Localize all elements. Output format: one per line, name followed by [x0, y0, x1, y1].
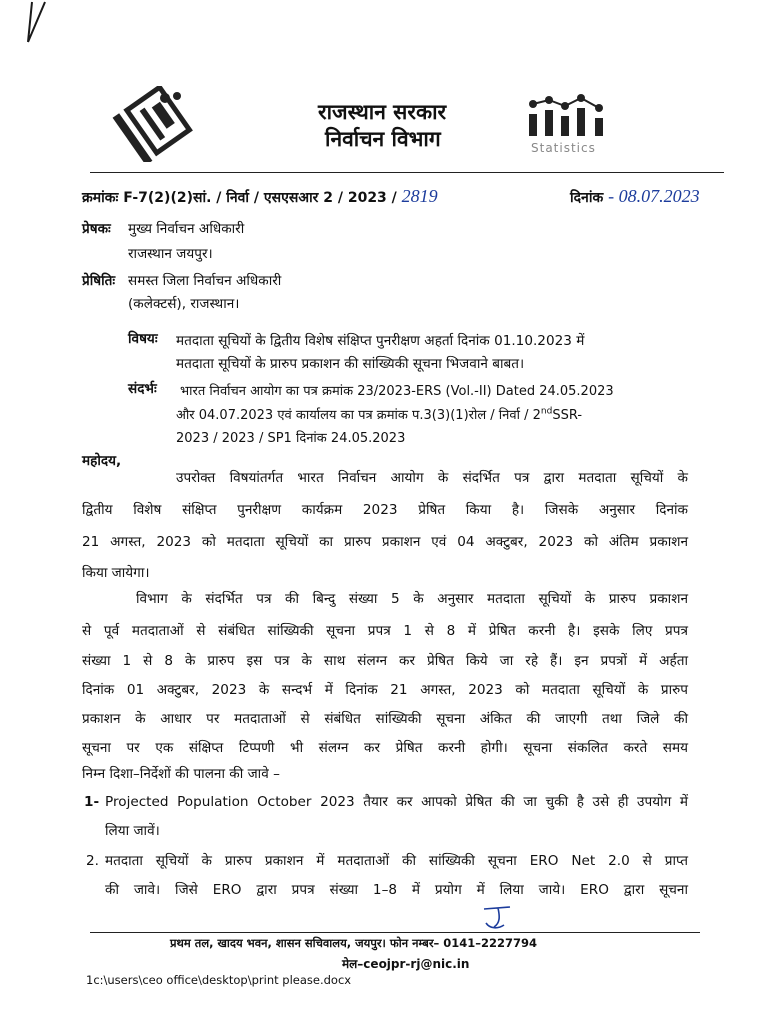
subject-label: विषयः	[128, 331, 158, 347]
footer-divider	[90, 932, 700, 933]
sender-label: प्रेषकः	[82, 221, 111, 237]
paragraph-2-line-4: दिनांक 01 अक्टुबर, 2023 के सन्दर्भ में दिनांक 21 अगस्त, 2023 को मतदाता सूचियों के प्रारुप	[82, 682, 688, 698]
paragraph-1-line-4: किया जायेगा।	[82, 565, 150, 581]
subject-line-1: मतदाता सूचियों के द्वितीय विशेष संक्षिप्त पुनरीक्षण अहर्ता दिनांक 01.10.2023 में	[176, 333, 585, 349]
paragraph-2-line-2: से पूर्व मतदाताओं से संबंधित सांख्यिकी सूचना प्रपत्र 1 से 8 में प्रेषित करनी है। इसके लिए प्रपत्र	[82, 623, 688, 639]
recipient-label: प्रेषितिः	[82, 273, 116, 289]
reference-line-2: और 04.07.2023 एवं कार्यालय का पत्र क्रमांक प.3(3)(1)रोल / निर्वा / 2ndSSR-	[176, 406, 583, 423]
paragraph-2-line-3: संख्या 1 से 8 के प्रारुप इस पत्र के साथ संलग्न कर प्रेषित किये जा रहे हैं। इन प्रपत्रों में अर्हता	[82, 653, 688, 669]
recipient-line-2: (कलेक्टर्स), राजस्थान।	[128, 296, 240, 312]
statistics-logo-text: Statistics	[531, 141, 596, 155]
department-title: निर्वाचन विभाग	[325, 127, 441, 151]
paragraph-2-line-6: सूचना पर एक संक्षिप्त टिप्पणी भी संलग्न कर प्रेषित करनी होगी। सूचना संकलित करते समय	[82, 740, 688, 756]
sender-line-1: मुख्य निर्वाचन अधिकारी	[128, 221, 245, 237]
subject-line-2: मतदाता सूचियों के प्रारुप प्रकाशन की सांख्यिकी सूचना भिजवाने बाबत।	[176, 356, 525, 372]
date-line	[570, 186, 700, 207]
paragraph-1-line-2: द्वितीय विशेष संक्षिप्त पुनरीक्षण कार्यक्रम 2023 प्रेषित किया है। जिसके अनुसार दिनांक	[82, 502, 688, 518]
reference-line-3: 2023 / 2023 / SP1 दिनांक 24.05.2023	[176, 431, 406, 446]
government-title: राजस्थान सरकार	[318, 100, 447, 124]
paragraph-2-line-7: निम्न दिशा–निर्देशों की पालना की जावे –	[82, 766, 280, 782]
salutation: महोदय,	[82, 453, 122, 469]
footer-file-path: 1c:\users\ceo office\desktop\print please.docx	[86, 973, 352, 987]
paragraph-2-line-5: प्रकाशन के आधार पर मतदाताओं से संबंधित सांख्यिकी सूचना अंकित की जाएगी तथा जिले की	[82, 711, 688, 727]
footer-address: प्रथम तल, खादय भवन, शासन सचिवालय, जयपुर। फोन नम्बर– 0141–2227794	[170, 936, 538, 950]
date-label: दिनांक	[570, 190, 604, 206]
point-2-number: 2.	[86, 853, 99, 869]
paragraph-2-line-1: विभाग के संदर्भित पत्र की बिन्दु संख्या 5 के अनुसार मतदाता सूचियों के प्रारुप प्रकाशन	[136, 591, 688, 607]
recipient-line-1: समस्त जिला निर्वाचन अधिकारी	[128, 273, 282, 289]
reference-section-label: संदर्भः	[128, 381, 157, 397]
point-1-line-2: लिया जावें।	[105, 823, 160, 839]
header-divider	[90, 172, 724, 173]
handwritten-initials	[478, 905, 518, 931]
handwritten-date: - 08.07.2023	[608, 186, 700, 206]
reference-label: क्रमांकः	[82, 190, 119, 206]
reference-number-line	[82, 186, 438, 207]
point-2-line-2: की जावे। जिसे ERO द्वारा प्रपत्र संख्या 1–8 में प्रयोग में लिया जाये। ERO द्वारा सूचना	[105, 882, 688, 898]
point-2-line-1: मतदाता सूचियों के प्रारुप प्रकाशन में मतदाताओं की सांख्यिकी सूचना ERO Net 2.0 से प्राप्त	[105, 853, 688, 869]
footer-email: मेल–ceojpr-rj@nic.in	[342, 957, 470, 971]
reference-line-1: भारत निर्वाचन आयोग का पत्र क्रमांक 23/2023-ERS (Vol.-II) Dated 24.05.2023	[180, 384, 614, 399]
election-department-logo	[110, 86, 202, 162]
pen-mark	[10, 0, 50, 50]
paragraph-1-line-1: उपरोक्त विषयांतर्गत भारत निर्वाचन आयोग के संदर्भित पत्र द्वारा मतदाता सूचियों के	[176, 470, 688, 486]
paragraph-1-line-3: 21 अगस्त, 2023 को मतदाता सूचियों का प्रारुप प्रकाशन एवं 04 अक्टुबर, 2023 को अंतिम प्रकाशन	[82, 534, 688, 550]
sender-line-2: राजस्थान जयपुर।	[128, 246, 213, 262]
reference-number: F-7(2)(2)सां. / निर्वा / एसएसआर 2 / 2023 /	[123, 190, 397, 206]
handwritten-dispatch-number: 2819	[401, 186, 438, 206]
point-1-number: 1-	[84, 794, 100, 810]
point-1-line-1: Projected Population October 2023 तैयार कर आपको प्रेषित की जा चुकी है उसे ही उपयोग में	[105, 794, 688, 810]
